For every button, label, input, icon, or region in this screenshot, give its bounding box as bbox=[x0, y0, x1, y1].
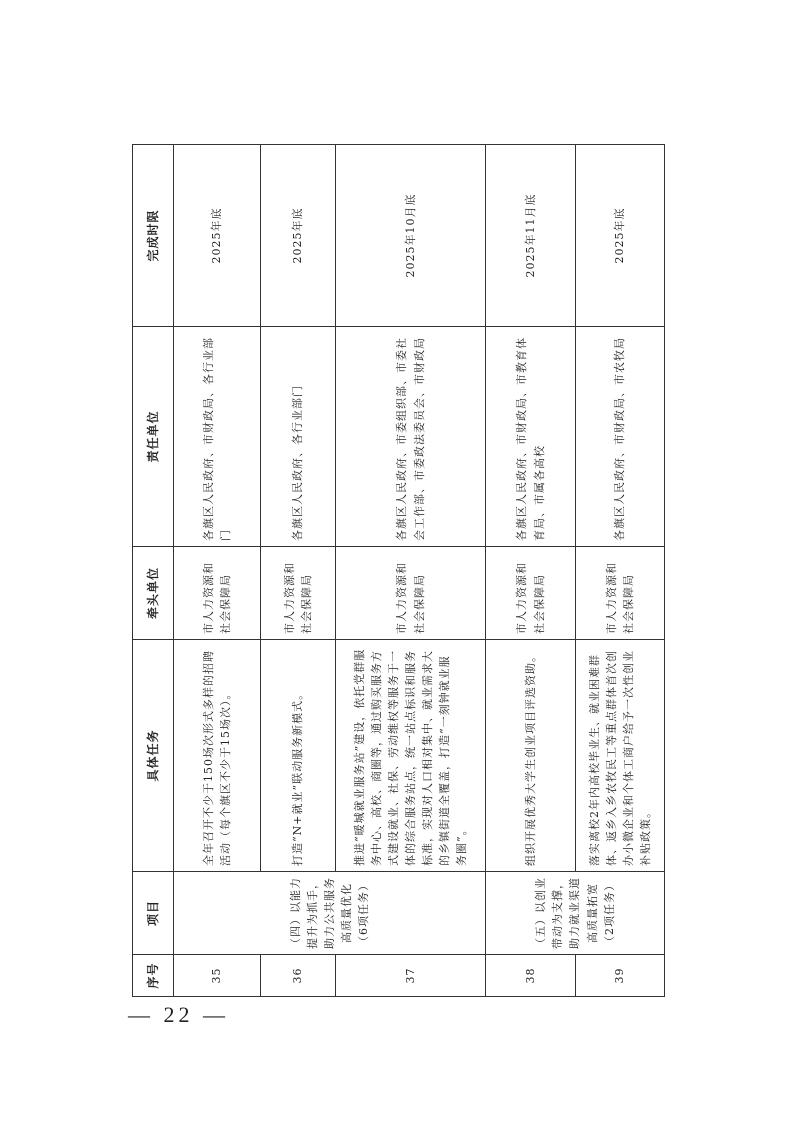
row-resp: 各旗区人民政府、市财政局、市教育体育局、市属各高校 bbox=[486, 327, 576, 547]
row-task: 落实离校2年内高校毕业生、就业困难群体、返乡入乡农牧民工等重点群体首次创办小微企业和个体工商户给予一次性创业补贴政策。 bbox=[576, 640, 665, 872]
header-resp: 责任单位 bbox=[133, 327, 174, 547]
row-lead: 市人力资源和社会保障局 bbox=[261, 547, 336, 640]
header-no: 序号 bbox=[133, 955, 174, 997]
row-lead: 市人力资源和社会保障局 bbox=[576, 547, 665, 640]
row-lead: 市人力资源和社会保障局 bbox=[486, 547, 576, 640]
header-deadline: 完成时限 bbox=[133, 145, 174, 327]
row-resp: 各旗区人民政府、市委组织部、市委社会工作部、市委政法委员会、市财政局 bbox=[336, 327, 486, 547]
table-row bbox=[486, 145, 576, 997]
table-header-row bbox=[133, 145, 174, 997]
row-no: 38 bbox=[486, 955, 576, 997]
header-task: 具体任务 bbox=[133, 640, 174, 872]
group-label: （四）以能力提升为抓手，助力公共服务高质量优化（6项任务） bbox=[174, 872, 486, 955]
row-resp: 各旗区人民政府、各行业部门 bbox=[261, 327, 336, 547]
header-lead: 牵头单位 bbox=[133, 547, 174, 640]
row-no: 37 bbox=[336, 955, 486, 997]
task-table bbox=[132, 144, 665, 997]
page-number: — 22 — bbox=[128, 1002, 229, 1027]
row-deadline: 2025年10月底 bbox=[336, 145, 486, 327]
row-deadline: 2025年底 bbox=[576, 145, 665, 327]
group-label: （五）以创业带动为支撑，助力就业渠道高质量拓宽（2项任务） bbox=[486, 872, 665, 955]
row-deadline: 2025年底 bbox=[174, 145, 261, 327]
header-item: 项目 bbox=[133, 872, 174, 955]
table-row bbox=[261, 145, 336, 997]
row-deadline: 2025年底 bbox=[261, 145, 336, 327]
table-row bbox=[576, 145, 665, 997]
table-row bbox=[174, 145, 261, 997]
row-lead: 市人力资源和社会保障局 bbox=[336, 547, 486, 640]
row-lead: 市人力资源和社会保障局 bbox=[174, 547, 261, 640]
rotated-table-inner bbox=[132, 145, 659, 997]
row-no: 39 bbox=[576, 955, 665, 997]
rotated-table-container bbox=[132, 145, 659, 997]
row-task: 推进“暖城就业服务站”建设，依托党群服务中心、高校、商圈等，通过购买服务方式建设就业、社保、劳动维权等服务于一体的综合服务站点，统一站点标识和服务标准，实现对人口相对集中、就业需求大的乡镇街道全覆盖，打造“一刻钟就业服务圈”。 bbox=[336, 640, 486, 872]
row-task: 组织开展优秀大学生创业项目评选资助。 bbox=[486, 640, 576, 872]
row-resp: 各旗区人民政府、市财政局、各行业部门 bbox=[174, 327, 261, 547]
row-deadline: 2025年11月底 bbox=[486, 145, 576, 327]
row-task: 打造“N+就业”联动服务新模式。 bbox=[261, 640, 336, 872]
row-no: 36 bbox=[261, 955, 336, 997]
row-resp: 各旗区人民政府、市财政局、市农牧局 bbox=[576, 327, 665, 547]
row-no: 35 bbox=[174, 955, 261, 997]
row-task: 全年召开不少于150场次形式多样的招聘活动（每个旗区不少于15场次）。 bbox=[174, 640, 261, 872]
table-row bbox=[336, 145, 486, 997]
